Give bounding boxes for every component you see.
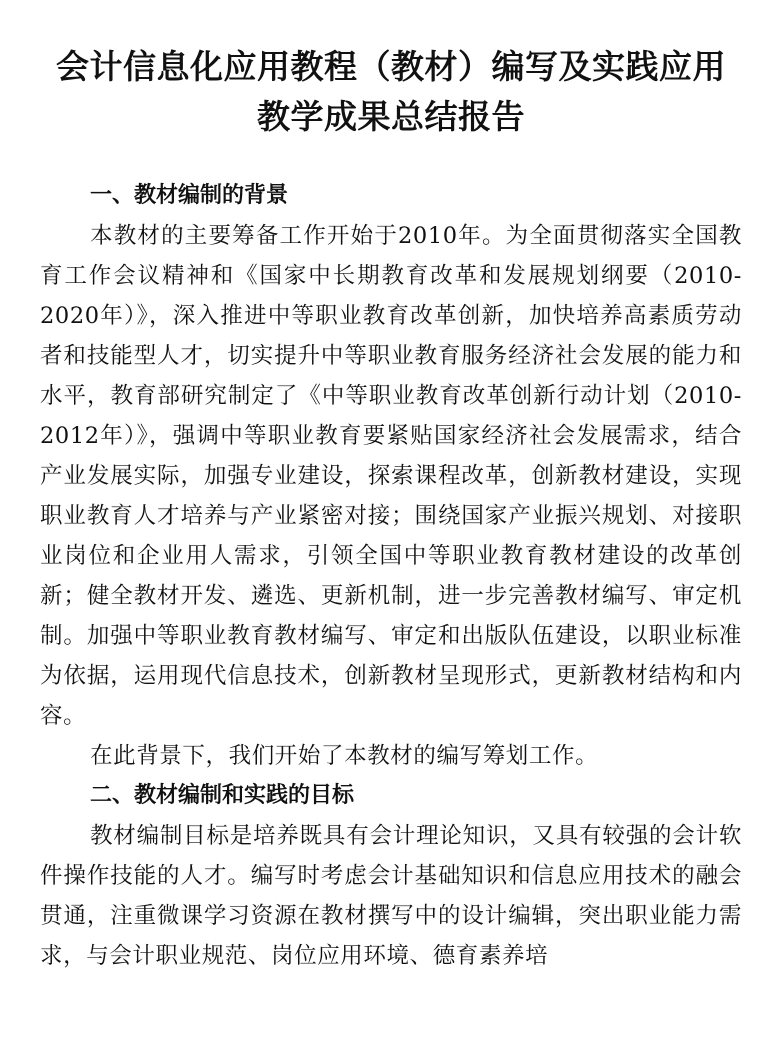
section-2-heading: 二、教材编制和实践的目标 [90,783,355,808]
document-body [40,176,742,976]
section-1-paragraph-2: 在此背景下，我们开始了本教材的编写筹划工作。 [90,743,599,769]
section-2-paragraph-1: 教材编制目标是培养既具有会计理论知识，又具有较强的会计软件操作技能的人才。编写时考虑会计基础知识和信息应用技术的融会贯通，注重微课学习资源在教材撰写中的设计编辑，突出职业能力需求，与会计职业规范、岗位应用环境、德育素养培 [40,823,742,969]
document-title [40,0,742,142]
title-line-2: 教学成果总结报告 [257,97,525,136]
section-1-paragraph-1: 本教材的主要筹备工作开始于2010年。为全面贯彻落实全国教育工作会议精神和《国家中长期教育改革和发展规划纲要（2010-2020年）》，深入推进中等职业教育改革创新，加快培养高素质劳动者和技能型人才，切实提升中等职业教育服务经济社会发展的能力和水平，教育部研究制定了《中等职业教育改革创新行动计划（2010-2012年）》，强调中等职业教育要紧贴国家经济社会发展需求，结合产业发展实际，加强专业建设，探索课程改革，创新教材建设，实现职业教育人才培养与产业紧密对接；围绕国家产业振兴规划、对接职业岗位和企业用人需求，引领全国中等职业教育教材建设的改革创新；健全教材开发、遴选、更新机制，进一步完善教材编写、审定机制。加强中等职业教育教材编写、审定和出版队伍建设，以职业标准为依据，运用现代信息技术，创新教材呈现形式，更新教材结构和内容。 [40,223,742,729]
title-line-1: 会计信息化应用教程（教材）编写及实践应用 [56,47,726,86]
section-1-heading: 一、教材编制的背景 [90,183,289,208]
